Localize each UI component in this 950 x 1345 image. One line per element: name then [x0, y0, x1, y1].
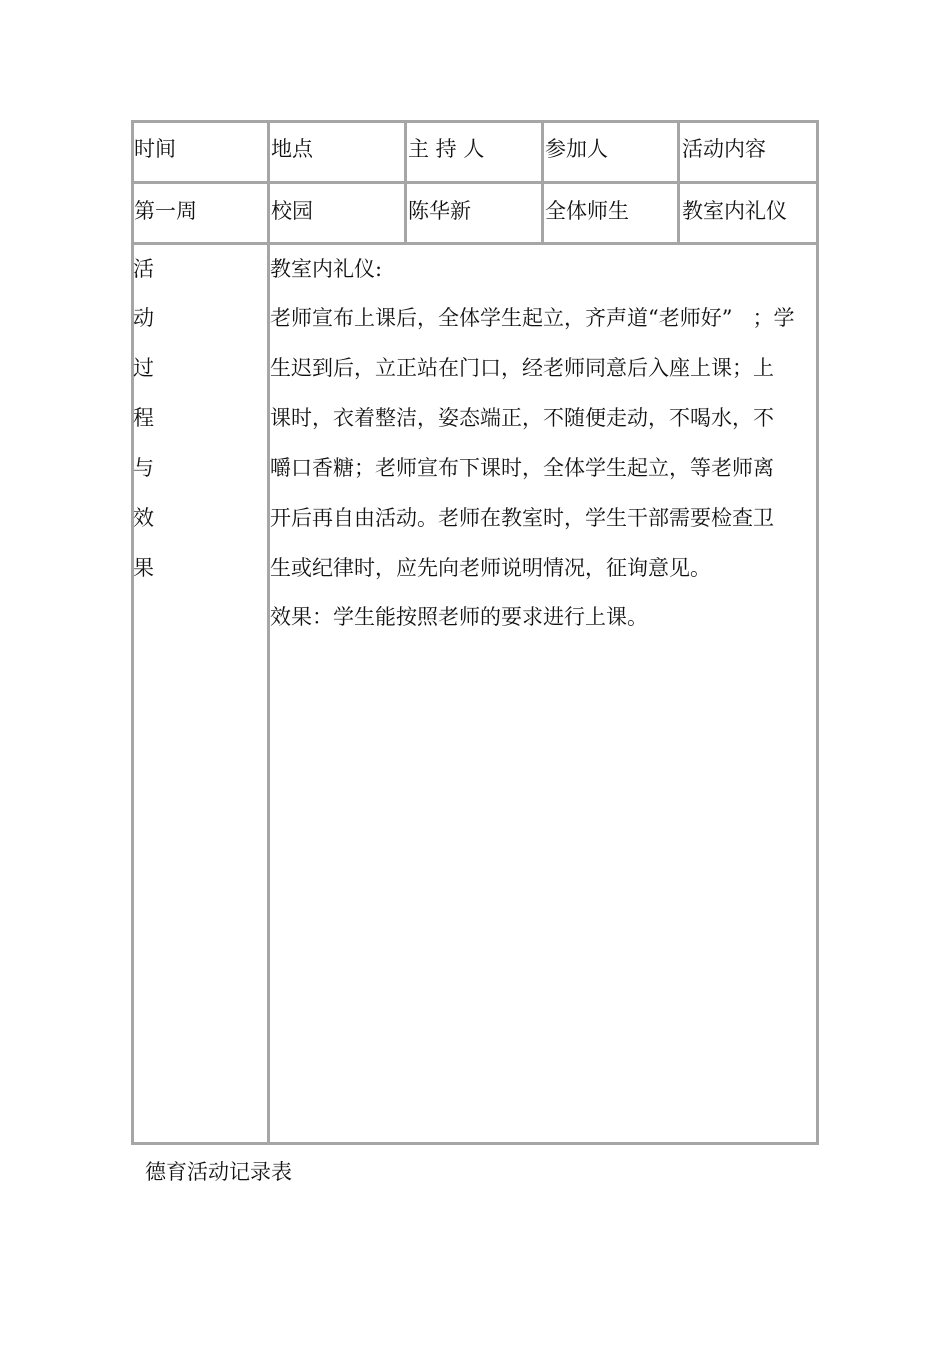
- table-divider-col2: [404, 120, 407, 245]
- table-border-right: [816, 120, 819, 1145]
- effect-line: 效果：学生能按照老师的要求进行上课。: [270, 605, 648, 629]
- row-content: 教室内礼仪: [682, 199, 787, 223]
- process-label-char: 果: [133, 556, 154, 580]
- process-line: 生迟到后，立正站在门口，经老师同意后入座上课；上: [270, 356, 774, 380]
- process-line: 课时，衣着整洁，姿态端正，不随便走动，不喝水，不: [270, 406, 774, 430]
- header-participants: 参加人: [545, 137, 608, 161]
- table-border-bottom: [131, 1142, 819, 1145]
- process-heading: 教室内礼仪:: [270, 257, 383, 281]
- table-caption: 德育活动记录表: [145, 1160, 292, 1184]
- process-label-char: 效: [133, 506, 154, 530]
- table-border-top: [131, 120, 819, 123]
- process-line: 老师宣布上课后，全体学生起立，齐声道“老师好” ；学: [270, 306, 795, 330]
- process-line: 嚼口香糖；老师宣布下课时，全体学生起立，等老师离: [270, 456, 774, 480]
- process-label-char: 过: [133, 356, 154, 380]
- process-label-char: 动: [133, 306, 154, 330]
- table-divider-col4: [677, 120, 680, 245]
- row-host: 陈华新: [408, 199, 471, 223]
- process-label-char: 活: [133, 257, 154, 281]
- row-participants: 全体师生: [545, 199, 629, 223]
- row-time: 第一周: [134, 199, 197, 223]
- table-divider-col3: [541, 120, 544, 245]
- row-place: 校园: [271, 199, 313, 223]
- process-label-char: 程: [133, 406, 154, 430]
- table-divider-row: [131, 242, 819, 245]
- table-divider-header: [131, 181, 819, 184]
- process-line: 生或纪律时，应先向老师说明情况，征询意见。: [270, 556, 711, 580]
- process-line: 开后再自由活动。老师在教室时，学生干部需要检查卫: [270, 506, 774, 530]
- process-label-char: 与: [133, 456, 154, 480]
- header-host: 主 持 人: [408, 137, 485, 161]
- header-content: 活动内容: [682, 137, 766, 161]
- header-place: 地点: [271, 137, 313, 161]
- header-time: 时间: [134, 137, 176, 161]
